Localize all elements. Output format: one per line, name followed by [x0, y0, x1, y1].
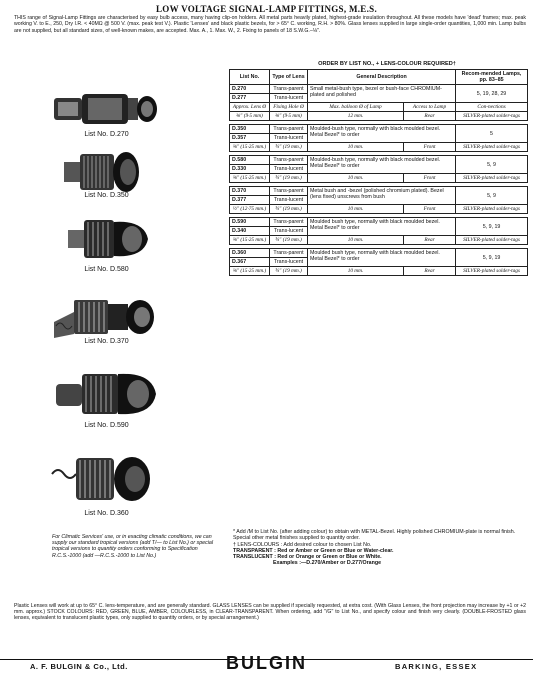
access: Front [404, 143, 456, 152]
recommended-lamps: 5, 9, 19 [456, 218, 528, 236]
connections: SILVER-plated solder-tags [456, 112, 528, 121]
list-no: D.370 [230, 187, 270, 196]
access: Front [404, 174, 456, 183]
description: Moulded-bush type, normally with black moulded bezel. Metal Bezel* to order [308, 125, 456, 143]
lamp-fitting-icon [44, 282, 169, 344]
lens-type: Trans-lucent [270, 258, 308, 267]
description: Moulded-bush type, normally with black moulded bezel. Metal Bezel* to order [308, 156, 456, 174]
table-row [230, 174, 528, 183]
list-no: D.277 [230, 94, 270, 103]
header-max-balloon: Max. balloon Ø of Lamp [308, 103, 404, 112]
fittings-table [229, 69, 528, 276]
header-general-description: General Description [308, 70, 456, 85]
lens-diameter: ⅜" (9·5 mm) [230, 112, 270, 121]
list-no: D.367 [230, 258, 270, 267]
header-recommended-lamps: Recom-mended Lamps, pp. 83–85 [456, 70, 528, 85]
fixing-hole: ¾" (19 mm.) [270, 174, 308, 183]
product-label: List No. D.580 [84, 266, 129, 273]
connections: SILVER-plated solder-tags [456, 267, 528, 276]
table-row [230, 249, 528, 258]
table-row [230, 187, 528, 196]
max-balloon: 12 mm. [308, 112, 404, 121]
max-balloon: 10 mm. [308, 236, 404, 245]
table-subheader-row [230, 103, 528, 112]
header-list-no: List No. [230, 70, 270, 85]
max-balloon: 10 mm. [308, 174, 404, 183]
list-no: D.330 [230, 165, 270, 174]
translucent-note: TRANSLUCENT : Red or Orange or Green or Blue or White. [233, 554, 382, 561]
connections: SILVER-plated solder-tags [456, 236, 528, 245]
list-no: D.360 [230, 249, 270, 258]
table-row [230, 85, 528, 94]
lens-diameter: ⅝" (15·25 mm.) [230, 143, 270, 152]
lens-type: Trans-parent [270, 187, 308, 196]
fixing-hole: ⅜" (9·5 mm) [270, 112, 308, 121]
lens-type: Trans-parent [270, 125, 308, 134]
recommended-lamps: 5, 9 [456, 156, 528, 174]
product-label: List No. D.350 [84, 192, 129, 199]
list-no: D.340 [230, 227, 270, 236]
lamp-fitting-icon [44, 208, 169, 270]
intro-paragraph: THIS range of Signal-Lamp Fittings are characterised by easy bulb access, many having clip-on holders. All metal parts heavily plated, highest-grade insulation throughout. All these models have 'dead' frames; max. peak working V. to E., 250, Dry I.R. < 40MΩ @ 500 V. (max. peak test V.). Plastic 'Lenses' and black plastic bezels, for > 65° C. working, R.H. > 80%. Glass lenses supplied in large single-order quantities, 1,000 min. Lamp bulbs are not supplied, but all standard sizes, of well-known makes, are accepted. Max. A., 1. Max. W., 2. Fixing to panels of 18 S.W.G.–⅛". [14, 15, 526, 34]
header-access: Access to Lamp [404, 103, 456, 112]
description: Moulded bush type, normally with black moulded bezel. Metal Bezel* to order [308, 249, 456, 267]
list-no: D.377 [230, 196, 270, 205]
connections: SILVER-plated solder-tags [456, 205, 528, 214]
lens-diameter: ⅝" (15·25 mm.) [230, 236, 270, 245]
header-approx-lens: Approx. Lens Ø [230, 103, 270, 112]
lens-type: Trans-lucent [270, 134, 308, 143]
lamp-fitting-icon [44, 444, 169, 512]
brand-logo: BULGIN [226, 653, 307, 673]
notes-section [233, 529, 527, 567]
table-row [230, 205, 528, 214]
recommended-lamps: 5, 9, 19 [456, 249, 528, 267]
metal-bezel-note: * Add /M to List No. (after adding colour) to obtain with METAL-Bezel. Highly polished CHROMIUM-plate is normal finish. Special other metal finishes supplied to quantity order. [233, 529, 516, 542]
access: Rear [404, 267, 456, 276]
table-row [230, 267, 528, 276]
list-no: D.350 [230, 125, 270, 134]
lens-diameter: ⅝" (15·25 mm.) [230, 267, 270, 276]
product-label: List No. D.270 [84, 131, 129, 138]
page-title: LOW VOLTAGE SIGNAL-LAMP FITTINGS, M.E.S. [155, 4, 378, 14]
table-row [230, 218, 528, 227]
lens-type: Trans-lucent [270, 227, 308, 236]
lens-type: Trans-lucent [270, 165, 308, 174]
fixing-hole: ¾" (19 mm.) [270, 205, 308, 214]
tropical-note: For Climatic Services' use, or in exacting climatic conditions, we can supply our standard tropical versions (add T/— to List No.) or special tropical versions to quantity orders conforming to Specification R.C.S.-1000 (add —R.C.S.-1000 to List No.) [52, 534, 214, 559]
table-row [230, 236, 528, 245]
list-no: D.580 [230, 156, 270, 165]
lamp-fitting-icon [44, 140, 169, 200]
description: Small metal-bush type, bezel or bush-face CHROMIUM-plated and polished [308, 85, 456, 103]
fixing-hole: ¾" (19 mm.) [270, 267, 308, 276]
product-d360 [44, 444, 169, 526]
product-label: List No. D.360 [84, 510, 129, 517]
recommended-lamps: 5, 9 [456, 187, 528, 205]
lens-type: Trans-lucent [270, 94, 308, 103]
header-connections: Con-nections [456, 103, 528, 112]
description: Metal bush and -bezel (polished chromium plated). Bezel (lens fixed) unscrews from bush [308, 187, 456, 205]
recommended-lamps: 5, 19, 28, 29 [456, 85, 528, 103]
lens-colours-note: † LENS-COLOURS : Add desired colour to chosen List No. [233, 541, 372, 548]
product-label: List No. D.370 [84, 338, 129, 345]
footer-paragraph: Plastic Lenses will work at up to 65° C. lens-temperature, and are generally standard. GLASS LENSES can be supplied if specially requested, at extra cost. (With Glass Lenses, the front projection may increase by +1 or +2 mm. approx.) STOCK COLOURS: RED, GREEN, BLUE, AMBER, COLOURLESS, in CLEAR-TRANSPARENT. When ordering, add "/G" to List No., and specify colour and finish very clearly. (DOUBLE-FROSTED glass lenses, equivalent to translucent plastic types, only supplied to quantity orders, or by special arrangement.) [14, 603, 526, 622]
max-balloon: 10 mm. [308, 267, 404, 276]
company-location: BARKING, ESSEX [395, 662, 478, 671]
max-balloon: 10 mm. [308, 205, 404, 214]
table-row [230, 143, 528, 152]
lens-type: Trans-parent [270, 85, 308, 94]
lens-diameter: ⅝" (15·25 mm.) [230, 174, 270, 183]
table-row [230, 156, 528, 165]
table-row [230, 125, 528, 134]
access: Rear [404, 236, 456, 245]
transparent-note: TRANSPARENT : Red or Amber or Green or Blue or Water-clear. [233, 547, 394, 554]
company-name: A. F. BULGIN & Co., Ltd. [30, 662, 128, 671]
max-balloon: 10 mm. [308, 143, 404, 152]
list-no: D.357 [230, 134, 270, 143]
lens-type: Trans-parent [270, 249, 308, 258]
order-instructions: ORDER BY LIST NO., + LENS-COLOUR REQUIRED† [318, 61, 456, 67]
list-no: D.270 [230, 85, 270, 94]
access: Rear [404, 112, 456, 121]
connections: SILVER-plated solder-tags [456, 143, 528, 152]
table-header-row [230, 70, 528, 85]
lamp-fitting-icon [44, 360, 169, 426]
lens-type: Trans-parent [270, 156, 308, 165]
lens-diameter: ½" (12·75 mm.) [230, 205, 270, 214]
examples-note: Examples :—D.270/Amber or D.277/Orange [273, 560, 382, 567]
product-label: List No. D.590 [84, 422, 129, 429]
product-d590 [44, 360, 169, 442]
fixing-hole: ¾" (19 mm.) [270, 143, 308, 152]
lens-type: Trans-lucent [270, 196, 308, 205]
fixing-hole: ¾" (19 mm.) [270, 236, 308, 245]
description: Moulded bush type, normally with black moulded bezel. Metal Bezel* to order [308, 218, 456, 236]
access: Front [404, 205, 456, 214]
table-row [230, 112, 528, 121]
connections: SILVER-plated solder-tags [456, 174, 528, 183]
product-d370 [44, 282, 169, 364]
recommended-lamps: 5 [456, 125, 528, 143]
lens-type: Trans-parent [270, 218, 308, 227]
product-d580 [44, 208, 169, 290]
list-no: D.590 [230, 218, 270, 227]
header-fixing-hole: Fixing Hole Ø [270, 103, 308, 112]
header-type-of-lens: Type of Lens [270, 70, 308, 85]
